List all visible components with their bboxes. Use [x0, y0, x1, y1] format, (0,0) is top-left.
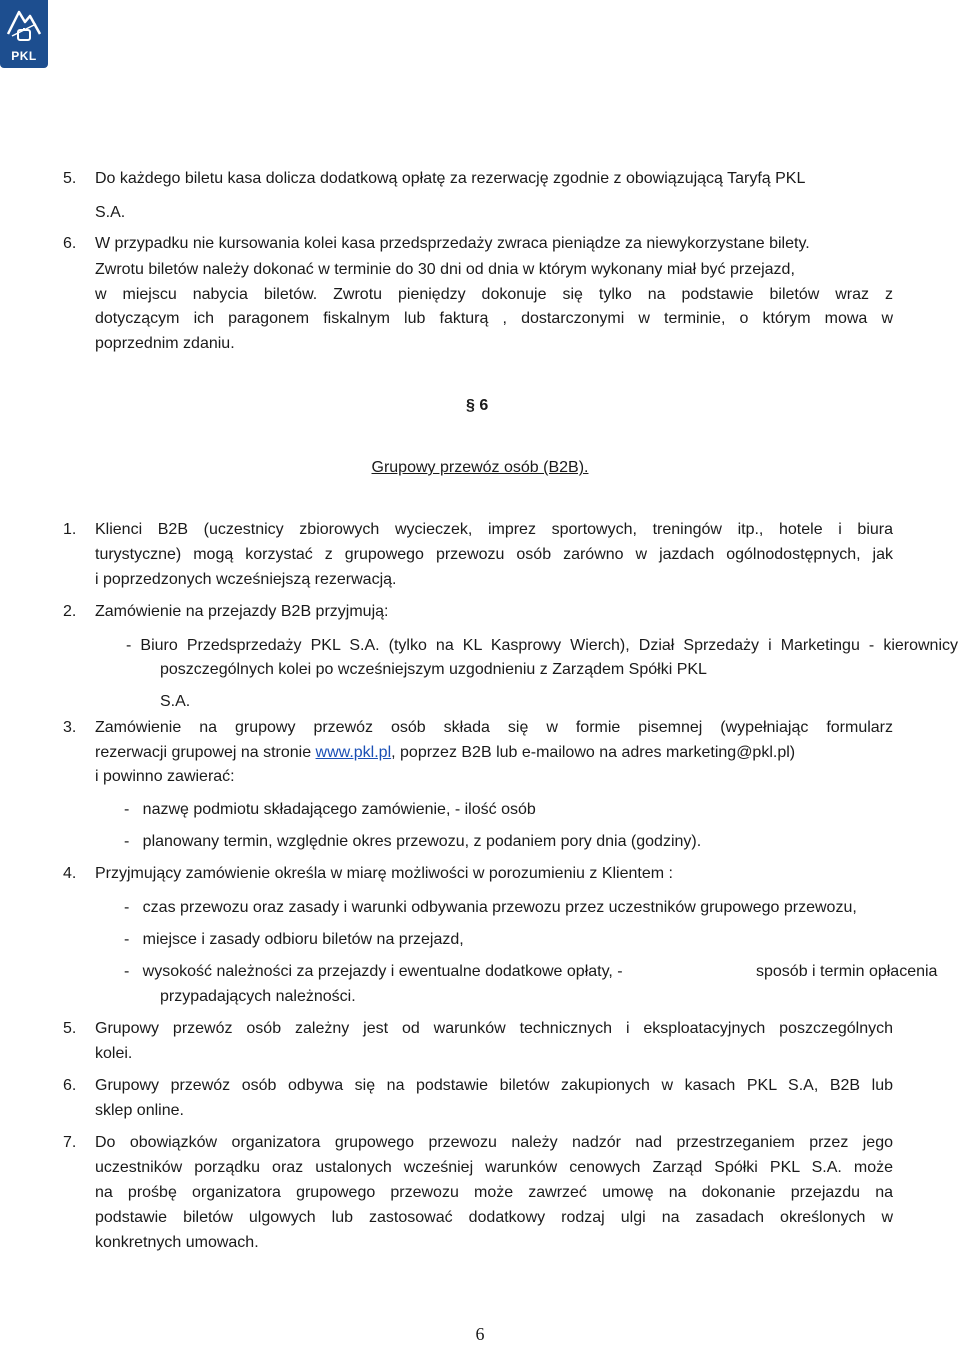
item-text: W przypadku nie kursowania kolei kasa przedsprzedaży zwraca pieniądze za niewykorzystane bilety. [95, 235, 810, 252]
item-text: Przyjmujący zamówienie określa w miarę możliwości w porozumieniu z Klientem : [95, 865, 673, 882]
item-text: sklep online. [95, 1102, 184, 1119]
item-text-part: , poprzez B2B lub e-mailowo na adres marketing@pkl.pl) [391, 744, 796, 761]
pkl-website-link[interactable]: www.pkl.pl [315, 744, 392, 761]
item-text: Zwrotu biletów należy dokonać w terminie do 30 dni od dnia w którym wykonany miał być przejazd, [95, 261, 795, 278]
bullet-item: - miejsce i zasady odbioru biletów na przejazd, [124, 931, 464, 948]
item-text: Do obowiązków organizatora grupowego przewozu należy nadzór nad przestrzeganiem przez jego [95, 1134, 893, 1151]
item-text: S.A. [160, 693, 191, 710]
logo-text: PKL [11, 49, 37, 63]
section-title [0, 458, 960, 478]
section-number: 6 [479, 397, 489, 414]
bullet-item: - czas przewozu oraz zasady i warunki odbywania przewozu przez uczestników grupowego przewozu, [124, 899, 857, 916]
item-text: S.A. [95, 204, 126, 221]
page-number: 6 [475, 1324, 485, 1344]
item-text: Zamówienie na grupowy przewóz osób składa się w formie pisemnej (wypełniając formularz [95, 719, 893, 736]
item-text: podstawie biletów ulgowych lub zastosować dodatkowy rodzaj ulgi na zasadach określonych w [95, 1209, 893, 1226]
item-text: konkretnych umowach. [95, 1234, 259, 1251]
item-text [95, 743, 795, 763]
section-heading [466, 396, 488, 416]
item-number: 6. [63, 1077, 77, 1094]
item-text: Klienci B2B (uczestnicy zbiorowych wycieczek, imprez sportowych, treningów itp., hotele i biura [95, 521, 893, 538]
bullet-item-continued: przypadających należności. [160, 988, 356, 1005]
item-number: 4. [63, 865, 77, 882]
section-symbol: § [466, 397, 475, 414]
pkl-logo [0, 0, 48, 68]
bullet-item-continued: sposób i termin opłacenia [756, 963, 938, 980]
item-number: 5. [63, 170, 77, 187]
item-text: i poprzedzonych wcześniejszą rezerwacją. [95, 571, 397, 588]
section-title-text: Grupowy przewóz osób (B2B). [371, 459, 589, 476]
item-text: w miejscu nabycia biletów. Zwrotu pieniędzy dokonuje się tylko na podstawie biletów wraz z [95, 286, 893, 303]
bullet-item: - nazwę podmiotu składającego zamówienie, - ilość osób [124, 801, 536, 818]
item-text: na prośbę organizatora grupowego przewozu może zawrzeć umowę na dokonanie przejazdu na [95, 1184, 893, 1201]
item-text: Grupowy przewóz osób zależny jest od warunków technicznych i eksploatacyjnych poszczególnych [95, 1020, 893, 1037]
item-number: 2. [63, 603, 77, 620]
bullet-item: - wysokość należności za przejazdy i ewentualne dodatkowe opłaty, - [124, 963, 623, 980]
item-text: - Biuro Przedsprzedaży PKL S.A. (tylko na KL Kasprowy Wierch), Dział Sprzedaży i Marketingu - kierownicy [126, 637, 958, 654]
item-number: 3. [63, 719, 77, 736]
item-text: turystyczne) mogą korzystać z grupowego przewozu osób zarówno w jazdach ogólnodostępnych, jak [95, 546, 893, 563]
item-text: kolei. [95, 1045, 133, 1062]
item-number: 7. [63, 1134, 77, 1151]
item-number: 5. [63, 1020, 77, 1037]
item-text: poprzednim zdaniu. [95, 335, 235, 352]
item-text: poszczególnych kolei po wcześniejszym uzgodnieniu z Zarządem Spółki PKL [160, 661, 707, 678]
bullet-item: - planowany termin, względnie okres przewozu, z podaniem pory dnia (godziny). [124, 833, 702, 850]
item-number: 1. [63, 521, 77, 538]
mountain-railway-icon [6, 6, 42, 48]
item-number: 6. [63, 235, 77, 252]
item-text: uczestników porządku oraz ustalonych wcześniej warunków cenowych Zarząd Spółki PKL S.A. może [95, 1159, 893, 1176]
item-text: dotyczącym ich paragonem fiskalnym lub fakturą , dostarczonymi w terminie, o którym mowa w [95, 310, 893, 327]
item-text: Zamówienie na przejazdy B2B przyjmują: [95, 603, 389, 620]
item-text-part: rezerwacji grupowej na stronie [95, 744, 316, 761]
item-text: Grupowy przewóz osób odbywa się na podstawie biletów zakupionych w kasach PKL S.A, B2B lub [95, 1077, 893, 1094]
item-text: i powinno zawierać: [95, 768, 235, 785]
item-text: Do każdego biletu kasa dolicza dodatkową opłatę za rezerwację zgodnie z obowiązującą Taryfą PKL [95, 170, 806, 187]
